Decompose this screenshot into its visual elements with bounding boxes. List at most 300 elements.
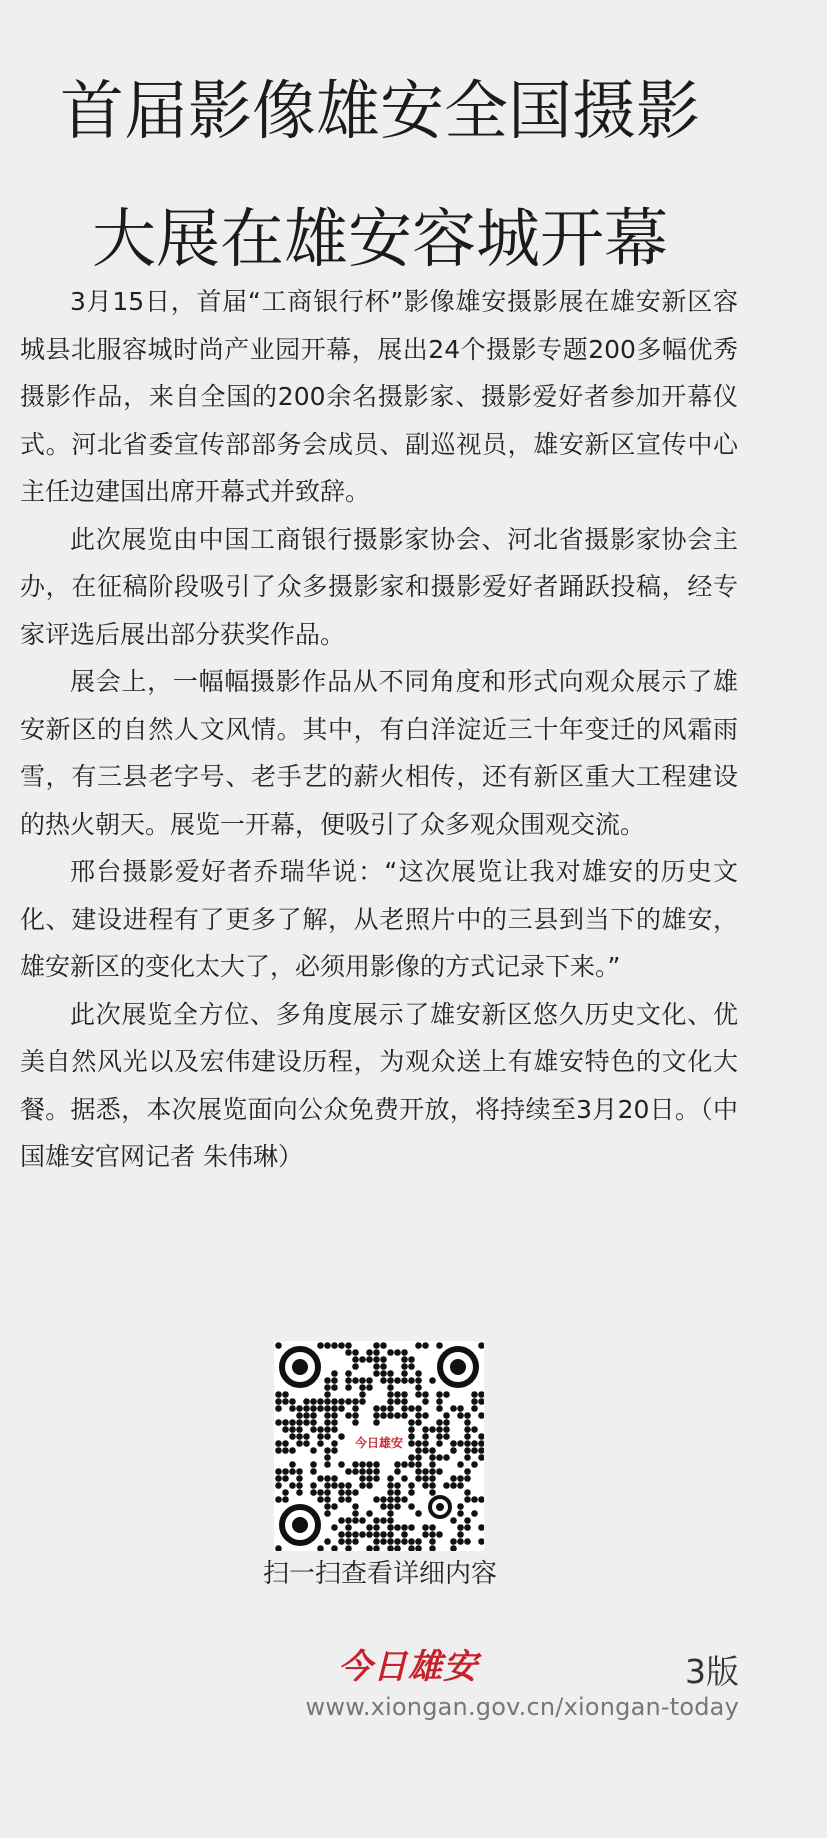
qr-module [366, 1377, 373, 1384]
qr-module [429, 1454, 436, 1461]
qr-module [394, 1524, 401, 1531]
qr-module [408, 1454, 415, 1461]
qr-module [422, 1447, 429, 1454]
qr-module [359, 1398, 366, 1405]
qr-module [380, 1538, 387, 1545]
qr-module [464, 1468, 471, 1475]
qr-finder-bottom-left [282, 1507, 318, 1543]
qr-module [387, 1384, 394, 1391]
qr-module [450, 1475, 457, 1482]
qr-module [471, 1510, 478, 1517]
qr-module [408, 1482, 415, 1489]
qr-module [387, 1503, 394, 1510]
qr-module [317, 1342, 324, 1349]
qr-module [394, 1349, 401, 1356]
qr-module [324, 1454, 331, 1461]
qr-module [324, 1391, 331, 1398]
qr-module [324, 1384, 331, 1391]
qr-module [429, 1538, 436, 1545]
qr-module [352, 1517, 359, 1524]
qr-module [345, 1545, 352, 1551]
qr-module [296, 1419, 303, 1426]
qr-module [310, 1489, 317, 1496]
qr-module [345, 1482, 352, 1489]
qr-module [464, 1517, 471, 1524]
qr-module [380, 1503, 387, 1510]
qr-module [296, 1433, 303, 1440]
qr-module [415, 1370, 422, 1377]
qr-module [443, 1412, 450, 1419]
article-paragraph-3: 展会上，一幅幅摄影作品从不同角度和形式向观众展示了雄安新区的自然人文风情。其中，有白洋淀近三十年变迁的风霜雨雪，有三县老字号、老手艺的薪火相传，还有新区重大工程建设的热火朝天。展览一开幕，便吸引了众多观众围观交流。 [20, 667, 738, 839]
qr-module [282, 1391, 289, 1398]
qr-module [422, 1433, 429, 1440]
qr-module [380, 1496, 387, 1503]
qr-caption: 扫一扫查看详细内容 [262, 1559, 497, 1589]
qr-module [373, 1412, 380, 1419]
qr-module [282, 1440, 289, 1447]
qr-module [331, 1377, 338, 1384]
qr-module [471, 1496, 478, 1503]
qr-module [275, 1342, 282, 1349]
qr-module [464, 1433, 471, 1440]
qr-module [338, 1342, 345, 1349]
qr-module [331, 1398, 338, 1405]
qr-module [296, 1482, 303, 1489]
qr-module [331, 1426, 338, 1433]
qr-module [366, 1510, 373, 1517]
qr-module [415, 1538, 422, 1545]
qr-module [359, 1531, 366, 1538]
qr-module [324, 1489, 331, 1496]
qr-module [317, 1489, 324, 1496]
qr-module [359, 1391, 366, 1398]
qr-module [415, 1391, 422, 1398]
qr-module [282, 1398, 289, 1405]
qr-module [401, 1370, 408, 1377]
qr-module [436, 1405, 443, 1412]
qr-module [464, 1426, 471, 1433]
qr-module [331, 1405, 338, 1412]
qr-module [436, 1433, 443, 1440]
qr-finder-top-left [282, 1349, 318, 1385]
qr-module [324, 1503, 331, 1510]
qr-module [338, 1496, 345, 1503]
qr-module [401, 1398, 408, 1405]
qr-module [317, 1496, 324, 1503]
qr-module [387, 1510, 394, 1517]
qr-module [394, 1391, 401, 1398]
qr-module [457, 1524, 464, 1531]
qr-module [366, 1545, 373, 1551]
qr-module [457, 1461, 464, 1468]
qr-module [275, 1419, 282, 1426]
qr-module [464, 1454, 471, 1461]
qr-module [401, 1356, 408, 1363]
qr-module [422, 1524, 429, 1531]
qr-module [401, 1377, 408, 1384]
qr-module [457, 1503, 464, 1510]
qr-module [387, 1496, 394, 1503]
qr-module [387, 1391, 394, 1398]
qr-module [275, 1496, 282, 1503]
qr-module [408, 1440, 415, 1447]
qr-module [429, 1377, 436, 1384]
qr-module [415, 1461, 422, 1468]
qr-module [415, 1377, 422, 1384]
qr-module [415, 1419, 422, 1426]
qr-module [296, 1468, 303, 1475]
qr-module [443, 1482, 450, 1489]
qr-module [380, 1517, 387, 1524]
qr-module [450, 1482, 457, 1489]
qr-module [331, 1384, 338, 1391]
qr-module [394, 1468, 401, 1475]
qr-module [415, 1468, 422, 1475]
qr-module [310, 1419, 317, 1426]
qr-module [289, 1447, 296, 1454]
qr-module [478, 1440, 484, 1447]
qr-module [324, 1475, 331, 1482]
qr-module [366, 1524, 373, 1531]
qr-module [380, 1412, 387, 1419]
qr-module [387, 1475, 394, 1482]
qr-module [436, 1440, 443, 1447]
qr-module [478, 1538, 484, 1545]
qr-module [464, 1489, 471, 1496]
qr-module [373, 1524, 380, 1531]
qr-module [415, 1384, 422, 1391]
qr-module [429, 1468, 436, 1475]
qr-module [324, 1433, 331, 1440]
qr-module [289, 1405, 296, 1412]
qr-module [352, 1377, 359, 1384]
qr-module [401, 1391, 408, 1398]
qr-module [345, 1496, 352, 1503]
qr-module [408, 1363, 415, 1370]
qr-module [366, 1468, 373, 1475]
qr-module [303, 1440, 310, 1447]
qr-module [352, 1356, 359, 1363]
qr-module [338, 1405, 345, 1412]
qr-module [352, 1363, 359, 1370]
qr-module [422, 1342, 429, 1349]
qr-module [478, 1447, 484, 1454]
qr-module [331, 1503, 338, 1510]
qr-module [282, 1468, 289, 1475]
article-paragraph-1: 3月15日，首届“工商银行杯”影像雄安摄影展在雄安新区容城县北服容城时尚产业园开幕，展出24个摄影专题200多幅优秀摄影作品，来自全国的200余名摄影家、摄影爱好者参加开幕仪式。河北省委宣传部部务会成员、副巡视员，雄安新区宣传中心主任边建国出席开幕式并致辞。 [20, 287, 738, 506]
qr-module [275, 1440, 282, 1447]
qr-module [380, 1370, 387, 1377]
qr-module [289, 1482, 296, 1489]
qr-module [401, 1349, 408, 1356]
qr-module [401, 1363, 408, 1370]
qr-module [296, 1489, 303, 1496]
qr-module [394, 1489, 401, 1496]
qr-module [471, 1398, 478, 1405]
qr-module [429, 1482, 436, 1489]
qr-alignment-mark [430, 1497, 450, 1517]
qr-module [359, 1482, 366, 1489]
qr-module [338, 1482, 345, 1489]
qr-module [275, 1447, 282, 1454]
qr-module [471, 1426, 478, 1433]
qr-module [408, 1377, 415, 1384]
qr-module [471, 1440, 478, 1447]
qr-module [275, 1468, 282, 1475]
qr-module [443, 1426, 450, 1433]
qr-module [366, 1531, 373, 1538]
qr-module [464, 1524, 471, 1531]
qr-module [324, 1405, 331, 1412]
qr-module [436, 1342, 443, 1349]
qr-module [464, 1538, 471, 1545]
qr-module [450, 1545, 457, 1551]
qr-module [359, 1475, 366, 1482]
qr-module [352, 1461, 359, 1468]
qr-module [331, 1412, 338, 1419]
qr-module [373, 1356, 380, 1363]
qr-module [401, 1461, 408, 1468]
qr-module [373, 1370, 380, 1377]
qr-module [373, 1461, 380, 1468]
qr-module [415, 1475, 422, 1482]
qr-module [450, 1447, 457, 1454]
qr-module [422, 1426, 429, 1433]
qr-module [373, 1545, 380, 1551]
qr-module [275, 1398, 282, 1405]
qr-module [338, 1531, 345, 1538]
qr-module [387, 1349, 394, 1356]
qr-module [401, 1496, 408, 1503]
qr-module [373, 1342, 380, 1349]
qr-module [436, 1426, 443, 1433]
qr-module [443, 1433, 450, 1440]
qr-module [324, 1419, 331, 1426]
qr-module [401, 1405, 408, 1412]
qr-module [387, 1538, 394, 1545]
qr-module [436, 1468, 443, 1475]
qr-module [464, 1475, 471, 1482]
qr-module [450, 1440, 457, 1447]
qr-finder-top-right [440, 1349, 476, 1385]
qr-module [443, 1454, 450, 1461]
qr-module [324, 1538, 331, 1545]
qr-module [338, 1433, 345, 1440]
qr-module [408, 1426, 415, 1433]
article-body [20, 278, 738, 1181]
qr-code[interactable] [274, 1341, 484, 1551]
qr-module [394, 1503, 401, 1510]
qr-module [429, 1545, 436, 1551]
qr-module [282, 1475, 289, 1482]
article-paragraph-5: 此次展览全方位、多角度展示了雄安新区悠久历史文化、优美自然风光以及宏伟建设历程，为观众送上有雄安特色的文化大餐。据悉，本次展览面向公众免费开放，将持续至3月20日。（中国雄安官网记者 朱伟琳） [20, 999, 738, 1171]
qr-module [394, 1412, 401, 1419]
qr-module [415, 1545, 422, 1551]
qr-module [275, 1545, 282, 1551]
qr-module [373, 1468, 380, 1475]
qr-module [310, 1398, 317, 1405]
qr-module [359, 1468, 366, 1475]
qr-module [373, 1531, 380, 1538]
qr-module [373, 1405, 380, 1412]
qr-module [408, 1461, 415, 1468]
qr-module [303, 1405, 310, 1412]
qr-module [331, 1545, 338, 1551]
qr-module [415, 1405, 422, 1412]
qr-module [450, 1405, 457, 1412]
qr-module [366, 1461, 373, 1468]
qr-module [303, 1412, 310, 1419]
qr-module [373, 1538, 380, 1545]
qr-module [408, 1524, 415, 1531]
qr-module [359, 1377, 366, 1384]
qr-module [415, 1342, 422, 1349]
qr-module [366, 1349, 373, 1356]
qr-module [401, 1524, 408, 1531]
qr-module [296, 1475, 303, 1482]
qr-module [422, 1412, 429, 1419]
qr-module [478, 1342, 484, 1349]
website-url[interactable]: www.xiongan.gov.cn/xiongan-today [305, 1693, 739, 1721]
qr-module [429, 1531, 436, 1538]
qr-module [408, 1356, 415, 1363]
qr-module [324, 1447, 331, 1454]
qr-module [478, 1412, 484, 1419]
page-number: 3版 [685, 1652, 739, 1691]
qr-module [464, 1447, 471, 1454]
qr-module [366, 1475, 373, 1482]
qr-module [282, 1496, 289, 1503]
qr-module [373, 1517, 380, 1524]
qr-module [401, 1475, 408, 1482]
qr-module [310, 1482, 317, 1489]
qr-module [317, 1440, 324, 1447]
qr-module [387, 1524, 394, 1531]
qr-module [345, 1489, 352, 1496]
qr-module [303, 1419, 310, 1426]
qr-module [436, 1531, 443, 1538]
qr-module [478, 1496, 484, 1503]
qr-module [394, 1482, 401, 1489]
qr-module [457, 1538, 464, 1545]
qr-module [324, 1398, 331, 1405]
qr-module [387, 1517, 394, 1524]
qr-module [387, 1405, 394, 1412]
qr-module [324, 1496, 331, 1503]
qr-module [324, 1342, 331, 1349]
qr-module [380, 1377, 387, 1384]
qr-module [436, 1398, 443, 1405]
qr-module [345, 1517, 352, 1524]
qr-module [310, 1405, 317, 1412]
qr-module [366, 1384, 373, 1391]
qr-module [338, 1538, 345, 1545]
qr-module [443, 1419, 450, 1426]
qr-module [331, 1342, 338, 1349]
qr-module [331, 1475, 338, 1482]
qr-module [275, 1475, 282, 1482]
qr-module [338, 1461, 345, 1468]
qr-module [289, 1433, 296, 1440]
qr-module [296, 1412, 303, 1419]
qr-module [331, 1440, 338, 1447]
qr-module [296, 1440, 303, 1447]
qr-module [282, 1419, 289, 1426]
qr-module [296, 1426, 303, 1433]
qr-module [282, 1447, 289, 1454]
qr-module [359, 1384, 366, 1391]
qr-module [310, 1447, 317, 1454]
qr-code-image [274, 1341, 484, 1551]
qr-module [429, 1447, 436, 1454]
qr-module [436, 1391, 443, 1398]
qr-module [275, 1391, 282, 1398]
headline-line-1: 首届影像雄安全国摄影 [60, 75, 700, 149]
qr-module [408, 1538, 415, 1545]
qr-module [324, 1426, 331, 1433]
qr-module [317, 1545, 324, 1551]
qr-module [345, 1377, 352, 1384]
qr-module [352, 1503, 359, 1510]
qr-module [331, 1447, 338, 1454]
qr-module [422, 1468, 429, 1475]
qr-module [457, 1482, 464, 1489]
qr-module [345, 1398, 352, 1405]
qr-module [352, 1510, 359, 1517]
qr-module [394, 1538, 401, 1545]
qr-module [289, 1468, 296, 1475]
headline-line-2: 大展在雄安容城开幕 [92, 203, 668, 277]
qr-module [471, 1405, 478, 1412]
qr-module [415, 1440, 422, 1447]
qr-module [352, 1468, 359, 1475]
qr-module [457, 1510, 464, 1517]
qr-module [422, 1531, 429, 1538]
qr-module [345, 1538, 352, 1545]
qr-module [338, 1517, 345, 1524]
qr-module [296, 1405, 303, 1412]
qr-module [317, 1433, 324, 1440]
qr-module [415, 1447, 422, 1454]
qr-module [366, 1482, 373, 1489]
qr-module [324, 1482, 331, 1489]
qr-module [352, 1538, 359, 1545]
qr-module [345, 1524, 352, 1531]
qr-module [422, 1398, 429, 1405]
qr-module [345, 1412, 352, 1419]
qr-module [464, 1440, 471, 1447]
qr-module [352, 1419, 359, 1426]
qr-module [422, 1440, 429, 1447]
qr-module [408, 1433, 415, 1440]
qr-module [429, 1426, 436, 1433]
qr-module [408, 1545, 415, 1551]
qr-module [457, 1440, 464, 1447]
qr-module [380, 1405, 387, 1412]
qr-module [394, 1377, 401, 1384]
qr-module [394, 1398, 401, 1405]
qr-module [352, 1398, 359, 1405]
qr-module [324, 1461, 331, 1468]
qr-module [464, 1412, 471, 1419]
headline [20, 48, 740, 304]
qr-module [429, 1489, 436, 1496]
qr-module [380, 1342, 387, 1349]
qr-module [303, 1433, 310, 1440]
qr-module [429, 1475, 436, 1482]
qr-module [415, 1412, 422, 1419]
qr-module [289, 1461, 296, 1468]
